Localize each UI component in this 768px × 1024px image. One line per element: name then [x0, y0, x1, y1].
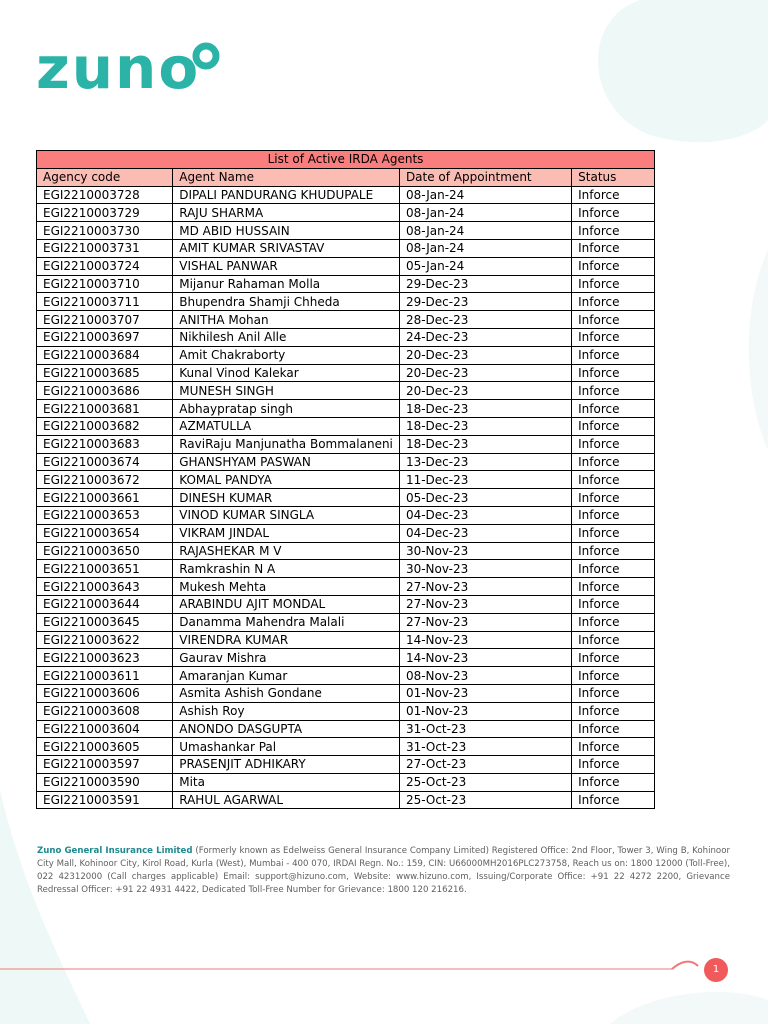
cell-status: Inforce: [572, 702, 655, 720]
logo-loop-icon: [36, 40, 226, 106]
cell-agency-code: EGI2210003710: [37, 275, 173, 293]
cell-agent-name: KOMAL PANDYA: [173, 471, 400, 489]
cell-agency-code: EGI2210003644: [37, 595, 173, 613]
cell-agent-name: Mukesh Mehta: [173, 578, 400, 596]
table-row: [37, 204, 655, 222]
cell-date-of-appointment: 31-Oct-23: [399, 738, 571, 756]
cell-date-of-appointment: 14-Nov-23: [399, 649, 571, 667]
header-agent-name: Agent Name: [173, 168, 400, 186]
cell-date-of-appointment: 05-Jan-24: [399, 257, 571, 275]
cell-agency-code: EGI2210003681: [37, 400, 173, 418]
cell-agent-name: Bhupendra Shamji Chheda: [173, 293, 400, 311]
cell-agent-name: RAJASHEKAR M V: [173, 542, 400, 560]
cell-agent-name: Amit Chakraborty: [173, 346, 400, 364]
cell-status: Inforce: [572, 471, 655, 489]
cell-agency-code: EGI2210003731: [37, 239, 173, 257]
table-header-row: [37, 168, 655, 186]
cell-status: Inforce: [572, 595, 655, 613]
cell-agent-name: Abhaypratap singh: [173, 400, 400, 418]
cell-status: Inforce: [572, 578, 655, 596]
cell-status: Inforce: [572, 506, 655, 524]
cell-agency-code: EGI2210003707: [37, 311, 173, 329]
cell-date-of-appointment: 18-Dec-23: [399, 417, 571, 435]
cell-agent-name: RAHUL AGARWAL: [173, 791, 400, 809]
cell-status: Inforce: [572, 239, 655, 257]
footer-details: (Formerly known as Edelweiss General Insurance Company Limited) Registered Office: 2nd Floor, Tower 3, Wing B, Kohinoor City Mall, Kohinoor City, Kirol Road, Kurla (West), Mumbai - 400 070, IRDAI Regn. No.: 159, CIN: U66000MH2016PLC273758, Reach us on: 1800 12000 (Toll-Free), 022 42312000 (Call charges applicable) Email: support@hizuno.com, Website: www.hizuno.com, Issuing/Corporate Office: +91 22 4272 2200, Grievance Redressal Officer: +91 22 4931 4422, Dedicated Toll-Free Number for Grievance: 1800 120 216216.: [37, 846, 730, 895]
cell-date-of-appointment: 25-Oct-23: [399, 773, 571, 791]
cell-agent-name: Asmita Ashish Gondane: [173, 684, 400, 702]
table-row: [37, 667, 655, 685]
cell-status: Inforce: [572, 453, 655, 471]
table-row: [37, 186, 655, 204]
cell-agency-code: EGI2210003683: [37, 435, 173, 453]
cell-date-of-appointment: 11-Dec-23: [399, 471, 571, 489]
cell-agent-name: ANITHA Mohan: [173, 311, 400, 329]
cell-status: Inforce: [572, 631, 655, 649]
cell-status: Inforce: [572, 328, 655, 346]
cell-agent-name: DINESH KUMAR: [173, 489, 400, 507]
table-row: [37, 275, 655, 293]
table-row: [37, 631, 655, 649]
cell-status: Inforce: [572, 613, 655, 631]
table-row: [37, 595, 655, 613]
cell-date-of-appointment: 27-Nov-23: [399, 595, 571, 613]
cell-status: Inforce: [572, 542, 655, 560]
table-row: [37, 578, 655, 596]
cell-agency-code: EGI2210003605: [37, 738, 173, 756]
cell-agency-code: EGI2210003724: [37, 257, 173, 275]
cell-agency-code: EGI2210003682: [37, 417, 173, 435]
table-row: [37, 756, 655, 774]
cell-agent-name: Umashankar Pal: [173, 738, 400, 756]
cell-agent-name: Nikhilesh Anil Alle: [173, 328, 400, 346]
table-row: [37, 239, 655, 257]
cell-agency-code: EGI2210003684: [37, 346, 173, 364]
cell-agency-code: EGI2210003591: [37, 791, 173, 809]
table-row: [37, 364, 655, 382]
cell-agent-name: MD ABID HUSSAIN: [173, 222, 400, 240]
cell-status: Inforce: [572, 667, 655, 685]
cell-date-of-appointment: 27-Nov-23: [399, 578, 571, 596]
cell-date-of-appointment: 28-Dec-23: [399, 311, 571, 329]
cell-agency-code: EGI2210003608: [37, 702, 173, 720]
cell-agency-code: EGI2210003672: [37, 471, 173, 489]
table-row: [37, 417, 655, 435]
table-row: [37, 471, 655, 489]
table-row: [37, 311, 655, 329]
table-row: [37, 738, 655, 756]
cell-date-of-appointment: 08-Jan-24: [399, 239, 571, 257]
cell-agent-name: GHANSHYAM PASWAN: [173, 453, 400, 471]
table-row: [37, 435, 655, 453]
cell-agent-name: Kunal Vinod Kalekar: [173, 364, 400, 382]
cell-agency-code: EGI2210003711: [37, 293, 173, 311]
cell-agency-code: EGI2210003622: [37, 631, 173, 649]
cell-date-of-appointment: 08-Nov-23: [399, 667, 571, 685]
header-agency-code: Agency code: [37, 168, 173, 186]
cell-status: Inforce: [572, 204, 655, 222]
cell-date-of-appointment: 24-Dec-23: [399, 328, 571, 346]
zuno-logo: [36, 34, 226, 106]
cell-status: Inforce: [572, 293, 655, 311]
cell-date-of-appointment: 14-Nov-23: [399, 631, 571, 649]
cell-agency-code: EGI2210003728: [37, 186, 173, 204]
table-row: [37, 720, 655, 738]
table-row: [37, 702, 655, 720]
cell-agent-name: VIKRAM JINDAL: [173, 524, 400, 542]
table-row: [37, 560, 655, 578]
cell-date-of-appointment: 29-Dec-23: [399, 293, 571, 311]
table-row: [37, 684, 655, 702]
cell-agency-code: EGI2210003674: [37, 453, 173, 471]
cell-date-of-appointment: 27-Nov-23: [399, 613, 571, 631]
cell-status: Inforce: [572, 435, 655, 453]
cell-status: Inforce: [572, 684, 655, 702]
cell-date-of-appointment: 13-Dec-23: [399, 453, 571, 471]
cell-date-of-appointment: 01-Nov-23: [399, 684, 571, 702]
cell-status: Inforce: [572, 311, 655, 329]
cell-agent-name: ARABINDU AJIT MONDAL: [173, 595, 400, 613]
cell-agency-code: EGI2210003606: [37, 684, 173, 702]
cell-date-of-appointment: 30-Nov-23: [399, 542, 571, 560]
cell-agency-code: EGI2210003650: [37, 542, 173, 560]
cell-date-of-appointment: 25-Oct-23: [399, 791, 571, 809]
cell-date-of-appointment: 08-Jan-24: [399, 222, 571, 240]
table-row: [37, 328, 655, 346]
cell-agency-code: EGI2210003654: [37, 524, 173, 542]
cell-agent-name: Amaranjan Kumar: [173, 667, 400, 685]
cell-date-of-appointment: 29-Dec-23: [399, 275, 571, 293]
cell-status: Inforce: [572, 649, 655, 667]
table-row: [37, 346, 655, 364]
cell-status: Inforce: [572, 524, 655, 542]
cell-date-of-appointment: 18-Dec-23: [399, 400, 571, 418]
cell-agent-name: Ashish Roy: [173, 702, 400, 720]
cell-agency-code: EGI2210003645: [37, 613, 173, 631]
cell-agency-code: EGI2210003651: [37, 560, 173, 578]
cell-status: Inforce: [572, 400, 655, 418]
cell-status: Inforce: [572, 773, 655, 791]
cell-agent-name: AZMATULLA: [173, 417, 400, 435]
cell-agent-name: RAJU SHARMA: [173, 204, 400, 222]
cell-status: Inforce: [572, 346, 655, 364]
cell-agent-name: Danamma Mahendra Malali: [173, 613, 400, 631]
active-agents-table: [36, 150, 655, 809]
cell-date-of-appointment: 30-Nov-23: [399, 560, 571, 578]
table-row: [37, 542, 655, 560]
cell-agent-name: Gaurav Mishra: [173, 649, 400, 667]
cell-agent-name: MUNESH SINGH: [173, 382, 400, 400]
table-row: [37, 382, 655, 400]
cell-date-of-appointment: 18-Dec-23: [399, 435, 571, 453]
table-row: [37, 293, 655, 311]
cell-agency-code: EGI2210003623: [37, 649, 173, 667]
cell-status: Inforce: [572, 275, 655, 293]
cell-agent-name: AMIT KUMAR SRIVASTAV: [173, 239, 400, 257]
cell-agency-code: EGI2210003643: [37, 578, 173, 596]
cell-date-of-appointment: 31-Oct-23: [399, 720, 571, 738]
cell-agent-name: DIPALI PANDURANG KHUDUPALE: [173, 186, 400, 204]
cell-agency-code: EGI2210003697: [37, 328, 173, 346]
cell-status: Inforce: [572, 791, 655, 809]
table-row: [37, 506, 655, 524]
footer-company-name: Zuno General Insurance Limited: [37, 846, 193, 856]
table-body: [37, 186, 655, 809]
cell-status: Inforce: [572, 489, 655, 507]
cell-status: Inforce: [572, 756, 655, 774]
cell-agency-code: EGI2210003730: [37, 222, 173, 240]
logo-text: zuno: [36, 34, 201, 102]
table-row: [37, 791, 655, 809]
table-row: [37, 613, 655, 631]
table-row: [37, 773, 655, 791]
cell-agency-code: EGI2210003597: [37, 756, 173, 774]
cell-agency-code: EGI2210003590: [37, 773, 173, 791]
table-row: [37, 489, 655, 507]
cell-agency-code: EGI2210003685: [37, 364, 173, 382]
table-row: [37, 257, 655, 275]
cell-agent-name: RaviRaju Manjunatha Bommalaneni: [173, 435, 400, 453]
cell-date-of-appointment: 04-Dec-23: [399, 506, 571, 524]
table-row: [37, 400, 655, 418]
footer-company-info: [37, 845, 730, 897]
cell-agency-code: EGI2210003729: [37, 204, 173, 222]
cell-agency-code: EGI2210003653: [37, 506, 173, 524]
table-row: [37, 222, 655, 240]
cell-status: Inforce: [572, 186, 655, 204]
cell-status: Inforce: [572, 417, 655, 435]
cell-agent-name: Ramkrashin N A: [173, 560, 400, 578]
cell-agent-name: PRASENJIT ADHIKARY: [173, 756, 400, 774]
table-row: [37, 649, 655, 667]
cell-status: Inforce: [572, 364, 655, 382]
cell-agent-name: ANONDO DASGUPTA: [173, 720, 400, 738]
cell-status: Inforce: [572, 720, 655, 738]
table-title: List of Active IRDA Agents: [37, 151, 655, 169]
header-status: Status: [572, 168, 655, 186]
cell-agent-name: Mita: [173, 773, 400, 791]
cell-status: Inforce: [572, 222, 655, 240]
cell-agent-name: VISHAL PANWAR: [173, 257, 400, 275]
cell-date-of-appointment: 20-Dec-23: [399, 382, 571, 400]
cell-date-of-appointment: 08-Jan-24: [399, 186, 571, 204]
page-number-badge: 1: [704, 958, 728, 982]
cell-agent-name: VIRENDRA KUMAR: [173, 631, 400, 649]
cell-date-of-appointment: 08-Jan-24: [399, 204, 571, 222]
cell-date-of-appointment: 04-Dec-23: [399, 524, 571, 542]
cell-date-of-appointment: 05-Dec-23: [399, 489, 571, 507]
table-row: [37, 453, 655, 471]
cell-status: Inforce: [572, 257, 655, 275]
cell-status: Inforce: [572, 738, 655, 756]
cell-status: Inforce: [572, 382, 655, 400]
cell-date-of-appointment: 27-Oct-23: [399, 756, 571, 774]
cell-date-of-appointment: 20-Dec-23: [399, 364, 571, 382]
header-date-of-appointment: Date of Appointment: [399, 168, 571, 186]
cell-agency-code: EGI2210003661: [37, 489, 173, 507]
cell-agency-code: EGI2210003686: [37, 382, 173, 400]
cell-agency-code: EGI2210003604: [37, 720, 173, 738]
cell-agent-name: VINOD KUMAR SINGLA: [173, 506, 400, 524]
cell-agent-name: Mijanur Rahaman Molla: [173, 275, 400, 293]
cell-date-of-appointment: 01-Nov-23: [399, 702, 571, 720]
cell-date-of-appointment: 20-Dec-23: [399, 346, 571, 364]
table-row: [37, 524, 655, 542]
cell-agency-code: EGI2210003611: [37, 667, 173, 685]
cell-status: Inforce: [572, 560, 655, 578]
table-title-row: [37, 151, 655, 169]
